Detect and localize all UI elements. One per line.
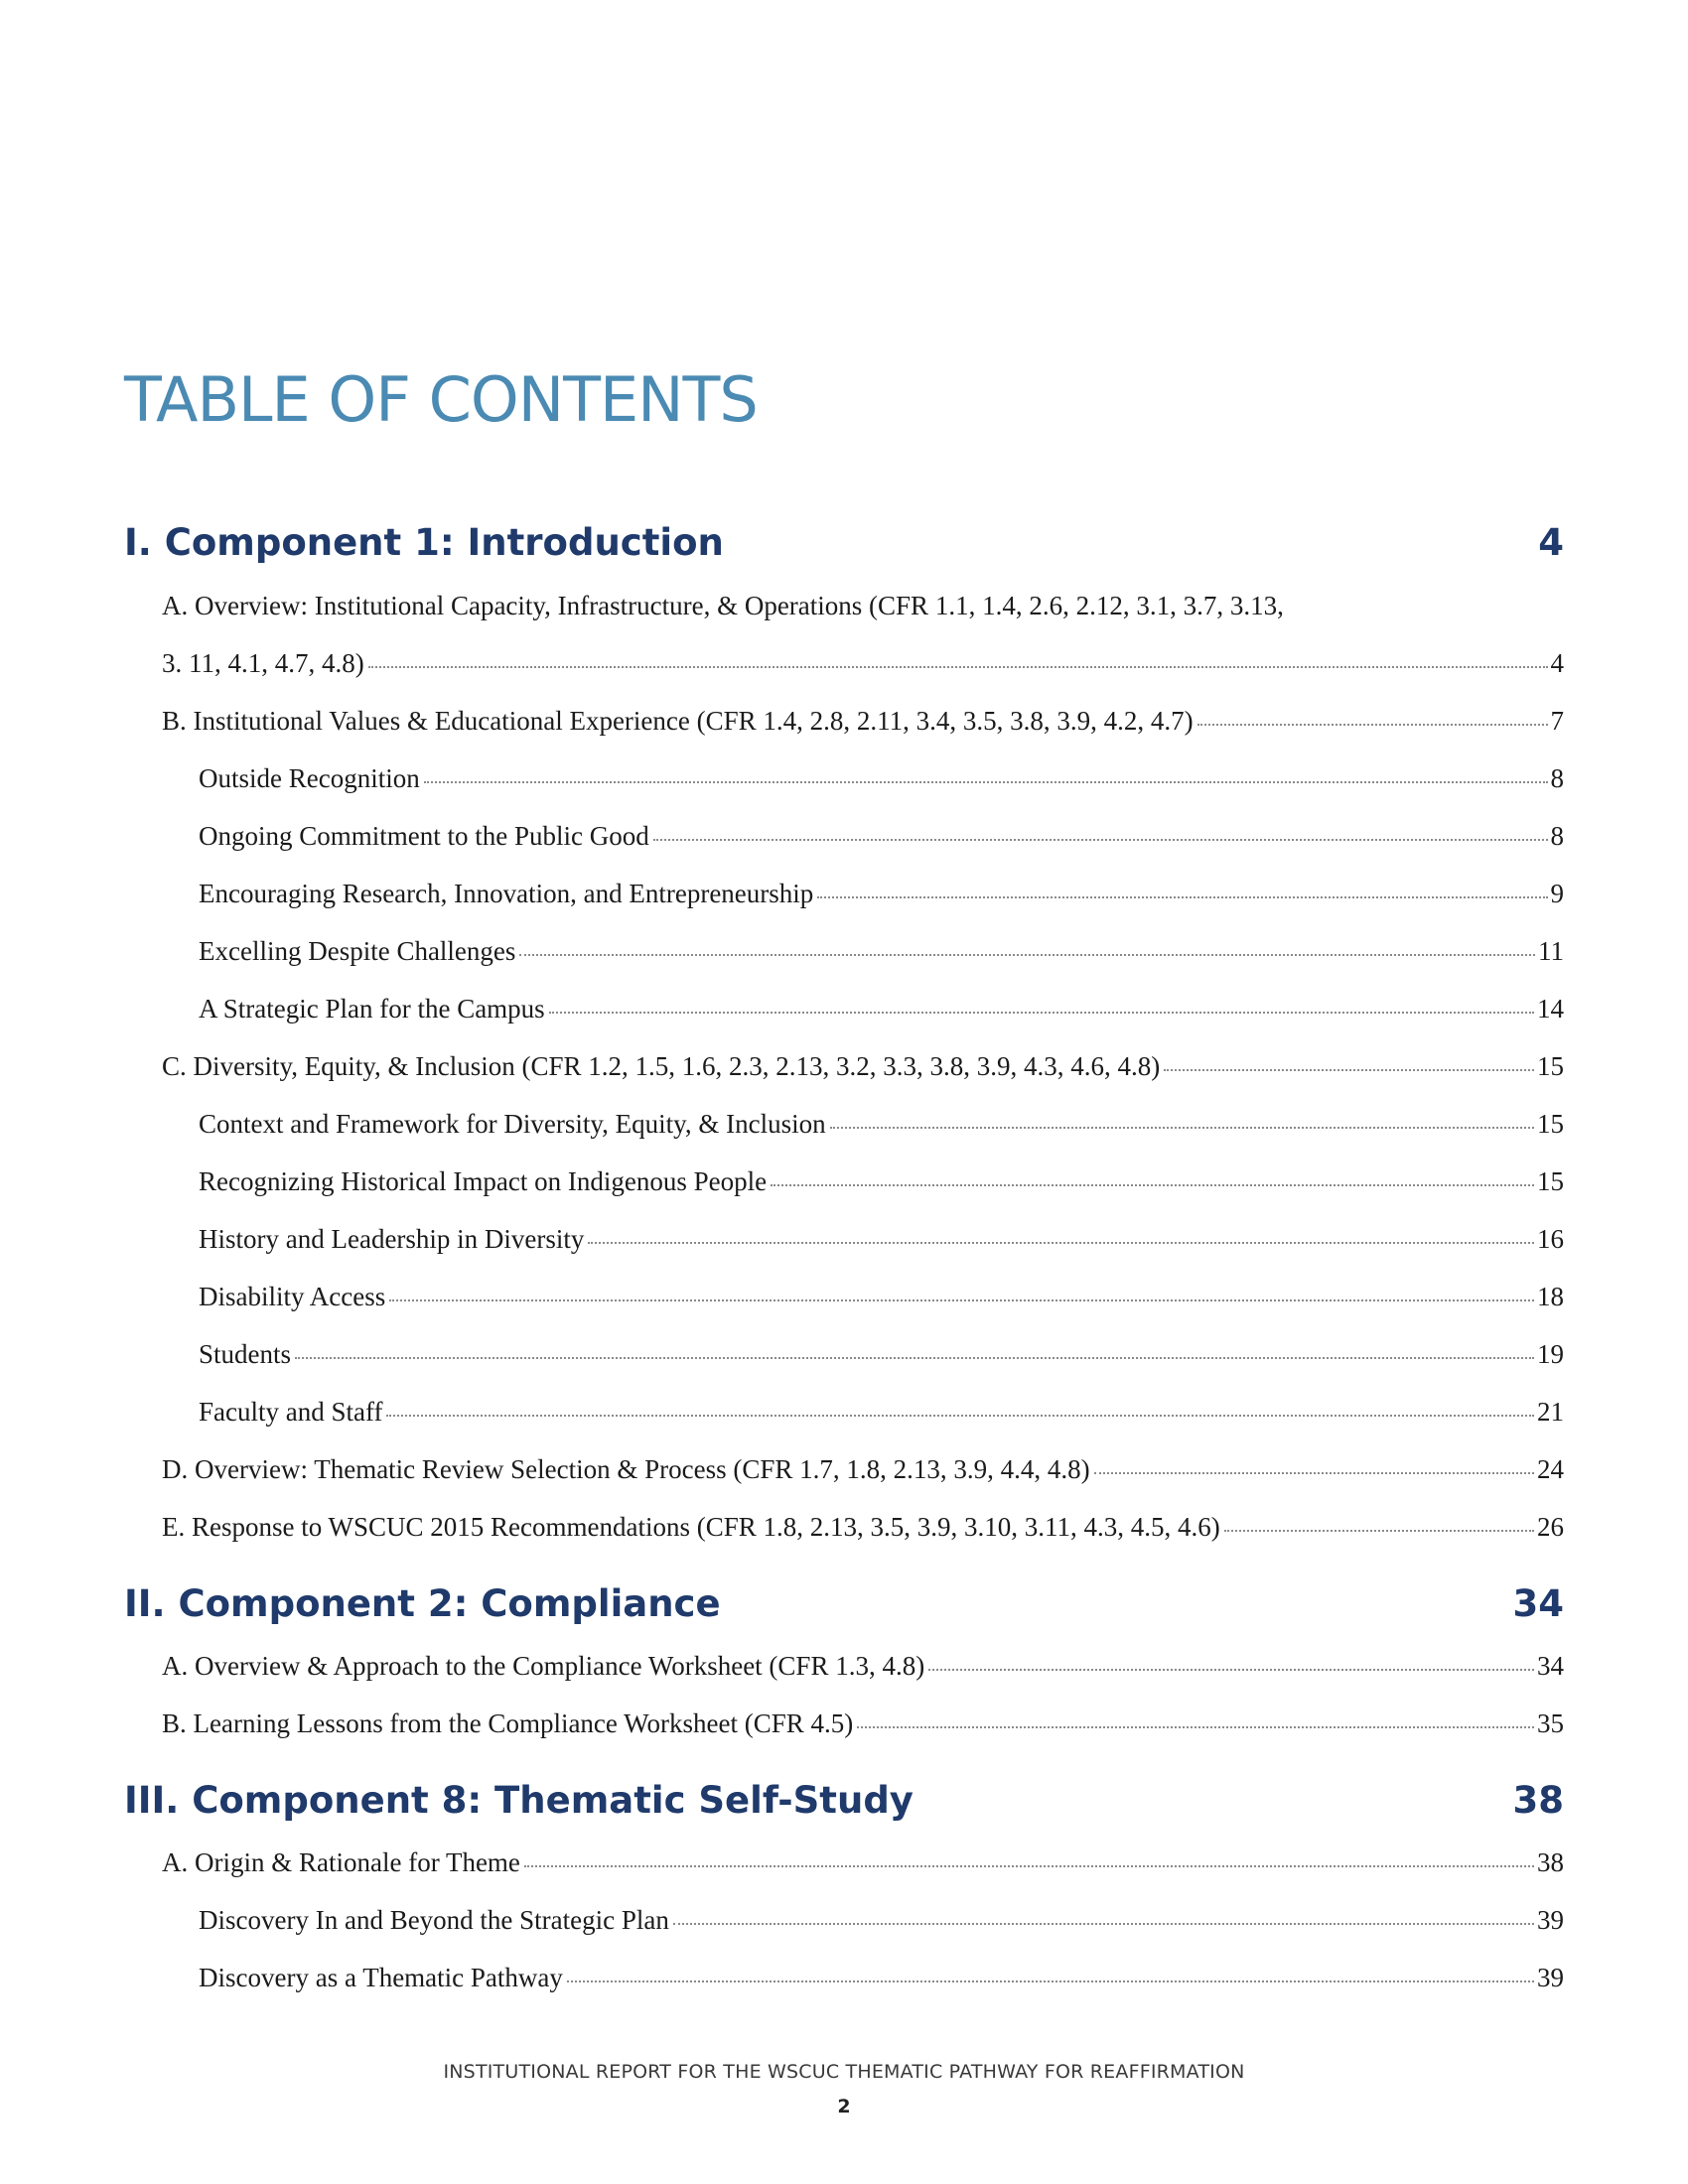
toc-subitem[interactable] (199, 1399, 1564, 1426)
toc-page-number: 26 (1537, 1512, 1564, 1542)
section-page-number: 38 (1512, 1779, 1564, 1822)
toc-page-number: 14 (1537, 994, 1564, 1024)
toc-item-2b[interactable] (162, 1710, 1564, 1737)
dot-leader (1094, 1472, 1534, 1474)
toc-page-number: 8 (1550, 763, 1564, 793)
toc-page-number: 15 (1537, 1109, 1564, 1139)
toc-item-text: Outside Recognition (199, 763, 420, 793)
toc-item-1a[interactable] (162, 650, 1564, 677)
toc-item-text: 3. 11, 4.1, 4.7, 4.8) (162, 648, 364, 678)
toc-page-number: 4 (1550, 648, 1564, 678)
toc-section-2[interactable] (124, 1582, 1564, 1625)
dot-leader (519, 954, 1535, 956)
toc-item-text: Recognizing Historical Impact on Indigenous People (199, 1166, 768, 1196)
dot-leader (928, 1669, 1534, 1671)
section-label: III. Component 8: Thematic Self-Study (124, 1779, 914, 1822)
toc-page-number: 38 (1537, 1847, 1564, 1877)
toc-item-text: B. Learning Lessons from the Compliance Worksheet (CFR 4.5) (162, 1708, 854, 1738)
toc-section-3[interactable] (124, 1779, 1564, 1822)
toc-page-number: 39 (1537, 1963, 1564, 1992)
footer-page-number: 2 (837, 2096, 851, 2117)
toc-item-1b[interactable] (162, 708, 1564, 735)
toc-item-1c[interactable] (162, 1053, 1564, 1080)
toc-item-text: Ongoing Commitment to the Public Good (199, 821, 649, 851)
dot-leader (857, 1726, 1534, 1728)
toc-page-number: 7 (1550, 706, 1564, 736)
toc-item-text: Discovery In and Beyond the Strategic Plan (199, 1905, 669, 1935)
toc-item-1e[interactable] (162, 1514, 1564, 1541)
toc-item-2a[interactable] (162, 1653, 1564, 1680)
toc-item-text: A. Origin & Rationale for Theme (162, 1847, 520, 1877)
toc-item-text: History and Leadership in Diversity (199, 1224, 585, 1254)
toc-subitem[interactable] (199, 1111, 1564, 1138)
toc-item-text: Encouraging Research, Innovation, and Entrepreneurship (199, 879, 814, 908)
dot-leader (567, 1980, 1534, 1982)
toc-item-text: A Strategic Plan for the Campus (199, 994, 545, 1024)
toc-item-text: Excelling Despite Challenges (199, 936, 516, 966)
toc-subitem[interactable] (199, 1284, 1564, 1310)
toc-page-number: 15 (1537, 1051, 1564, 1081)
toc-page-number: 34 (1537, 1651, 1564, 1681)
dot-leader (295, 1357, 1534, 1359)
toc-item-text: Context and Framework for Diversity, Equity, & Inclusion (199, 1109, 826, 1139)
dot-leader (389, 1299, 1534, 1301)
dot-leader (1197, 724, 1548, 726)
page-title: TABLE OF CONTENTS (124, 363, 758, 436)
toc-item-text: Disability Access (199, 1282, 386, 1311)
toc-item-1a-line1[interactable]: A. Overview: Institutional Capacity, Infrastructure, & Operations (CFR 1.1, 1.4, 2.6, 2.12, 3.1, 3.7, 3.13, (162, 591, 1284, 620)
section-label: II. Component 2: Compliance (124, 1582, 721, 1625)
toc-page-number: 9 (1550, 879, 1564, 908)
toc-item-text: Students (199, 1339, 292, 1369)
toc-subitem[interactable] (199, 765, 1564, 792)
toc-page-number: 39 (1537, 1905, 1564, 1935)
toc-page-number: 18 (1537, 1282, 1564, 1311)
toc-subitem[interactable] (199, 938, 1564, 965)
toc-item-text: D. Overview: Thematic Review Selection & Process (CFR 1.7, 1.8, 2.13, 3.9, 4.4, 4.8) (162, 1454, 1090, 1484)
section-page-number: 34 (1512, 1582, 1564, 1625)
toc-subitem[interactable] (199, 823, 1564, 850)
toc-subitem[interactable] (199, 1226, 1564, 1253)
toc-page-number: 24 (1537, 1454, 1564, 1484)
toc-section-1[interactable] (124, 521, 1564, 564)
dot-leader (673, 1923, 1534, 1925)
toc-item-text: B. Institutional Values & Educational Experience (CFR 1.4, 2.8, 2.11, 3.4, 3.5, 3.8, 3.9, 4.2, 4.7) (162, 706, 1194, 736)
toc-page-number: 21 (1537, 1397, 1564, 1427)
toc-item-text: C. Diversity, Equity, & Inclusion (CFR 1.2, 1.5, 1.6, 2.3, 2.13, 3.2, 3.3, 3.8, 3.9, 4.3, 4.6, 4.8) (162, 1051, 1161, 1081)
toc-page-number: 8 (1550, 821, 1564, 851)
toc-page-number: 19 (1537, 1339, 1564, 1369)
dot-leader (386, 1415, 1534, 1417)
toc-page-number: 15 (1537, 1166, 1564, 1196)
dot-leader (817, 896, 1547, 898)
toc-page-number: 11 (1538, 936, 1564, 966)
dot-leader (1164, 1069, 1534, 1071)
toc-subitem[interactable] (199, 881, 1564, 907)
dot-leader (368, 666, 1548, 668)
dot-leader (653, 839, 1548, 841)
dot-leader (771, 1184, 1534, 1186)
dot-leader (1224, 1530, 1534, 1532)
dot-leader (588, 1242, 1534, 1244)
dot-leader (424, 781, 1548, 783)
section-label: I. Component 1: Introduction (124, 521, 724, 564)
dot-leader (830, 1127, 1534, 1129)
footer-report-title: INSTITUTIONAL REPORT FOR THE WSCUC THEMATIC PATHWAY FOR REAFFIRMATION (443, 2061, 1245, 2083)
toc-item-1d[interactable] (162, 1456, 1564, 1483)
toc-item-3a[interactable] (162, 1849, 1564, 1876)
section-page-number: 4 (1538, 521, 1564, 564)
toc-subitem[interactable] (199, 1965, 1564, 1991)
toc-item-text: Faculty and Staff (199, 1397, 383, 1427)
toc-subitem[interactable] (199, 996, 1564, 1023)
toc-page-number: 16 (1537, 1224, 1564, 1254)
toc-item-text: Discovery as a Thematic Pathway (199, 1963, 563, 1992)
toc-item-text: E. Response to WSCUC 2015 Recommendations (CFR 1.8, 2.13, 3.5, 3.9, 3.10, 3.11, 4.3, 4.5, 4.6) (162, 1512, 1220, 1542)
dot-leader (549, 1012, 1534, 1014)
toc-subitem[interactable] (199, 1168, 1564, 1195)
dot-leader (524, 1865, 1534, 1867)
toc-subitem[interactable] (199, 1907, 1564, 1934)
toc-page-number: 35 (1537, 1708, 1564, 1738)
toc-subitem[interactable] (199, 1341, 1564, 1368)
toc-item-text: A. Overview & Approach to the Compliance Worksheet (CFR 1.3, 4.8) (162, 1651, 925, 1681)
